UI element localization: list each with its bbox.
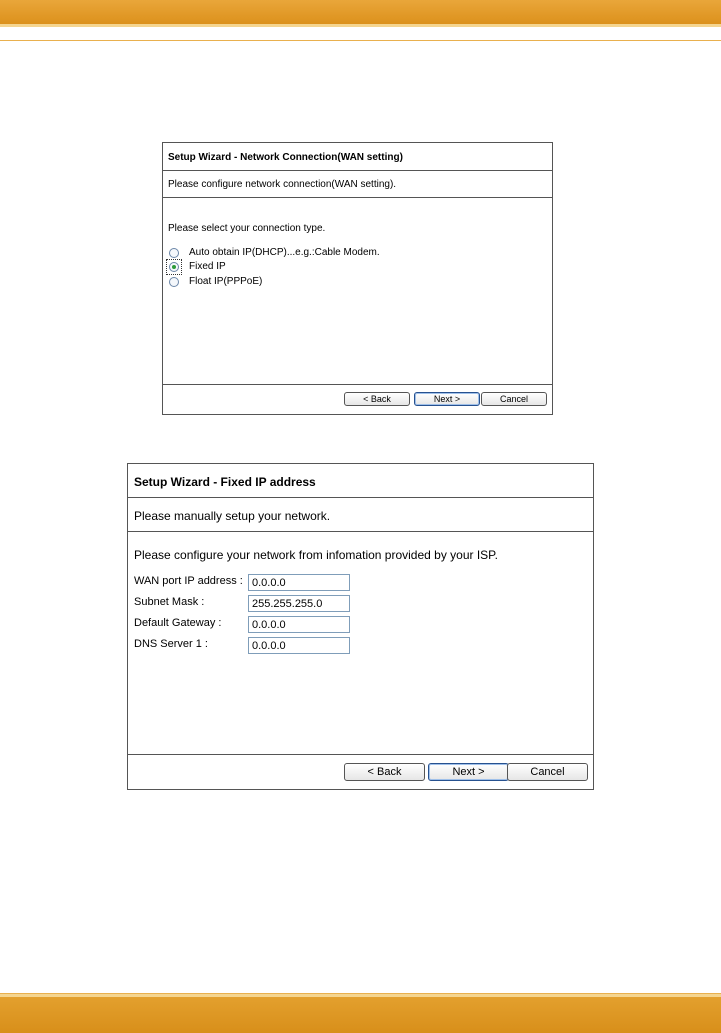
wan-ip-label: WAN port IP address : <box>134 575 243 587</box>
option-dhcp-label: Auto obtain IP(DHCP)...e.g.:Cable Modem. <box>189 247 380 258</box>
next-button[interactable]: Next > <box>428 763 509 781</box>
radio-fixed-ip[interactable] <box>169 262 179 272</box>
dialog-subtitle: Please configure network connection(WAN setting). <box>163 171 552 198</box>
dialog-title: Setup Wizard - Network Connection(WAN setting) <box>163 143 552 171</box>
back-button[interactable]: < Back <box>344 763 425 781</box>
radio-pppoe[interactable] <box>169 277 179 287</box>
isp-prompt: Please configure your network from infomation provided by your ISP. <box>134 548 498 562</box>
cancel-button[interactable]: Cancel <box>481 392 547 406</box>
header-band <box>0 0 721 27</box>
default-gateway-label: Default Gateway : <box>134 617 222 629</box>
option-pppoe-label: Float IP(PPPoE) <box>189 276 263 287</box>
connection-type-prompt: Please select your connection type. <box>168 223 326 234</box>
subnet-mask-label: Subnet Mask : <box>134 596 205 608</box>
radio-dhcp[interactable] <box>169 248 179 258</box>
footer-band <box>0 994 721 1033</box>
dialog-footer <box>163 384 552 414</box>
dialog-subtitle: Please manually setup your network. <box>128 498 593 532</box>
fixed-ip-dialog <box>127 463 594 790</box>
dns-server-label: DNS Server 1 : <box>134 638 208 650</box>
cancel-button[interactable]: Cancel <box>507 763 588 781</box>
header-rule <box>0 40 721 41</box>
option-fixed-ip-label: Fixed IP <box>189 261 226 272</box>
default-gateway-input[interactable] <box>248 616 350 633</box>
dialog-title: Setup Wizard - Fixed IP address <box>128 464 593 498</box>
wan-ip-input[interactable] <box>248 574 350 591</box>
wan-setting-dialog <box>162 142 553 415</box>
back-button[interactable]: < Back <box>344 392 410 406</box>
dns-server-input[interactable] <box>248 637 350 654</box>
dialog-footer <box>128 754 593 789</box>
next-button[interactable]: Next > <box>414 392 480 406</box>
subnet-mask-input[interactable] <box>248 595 350 612</box>
